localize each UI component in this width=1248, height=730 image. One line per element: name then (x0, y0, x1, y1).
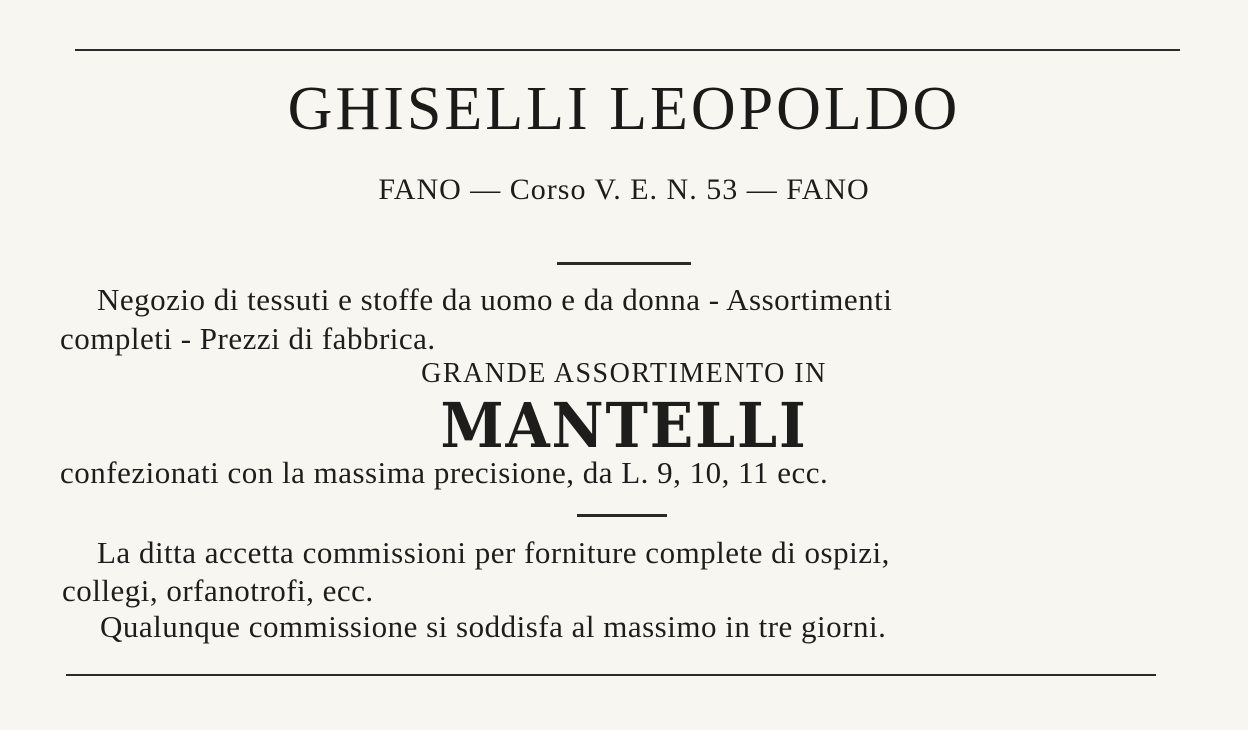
feature-headline: MANTELLI (440, 389, 808, 462)
closing-line-1: La ditta accetta commissioni per forniture complete di ospizi, (97, 535, 890, 570)
advert-title: GHISELLI LEOPOLDO (287, 75, 961, 143)
intro-line-1: Negozio di tessuti e stoffe da uomo e da donna - Assortimenti (97, 282, 893, 317)
feature-subheading: GRANDE ASSORTIMENTO IN (421, 358, 827, 389)
separator-dash (557, 262, 691, 265)
address-line: FANO — Corso V. E. N. 53 — FANO (378, 173, 870, 206)
intro-line-2: completi - Prezzi di fabbrica. (60, 321, 436, 356)
bottom-rule (66, 674, 1156, 676)
separator-dash-small (577, 514, 667, 517)
top-rule (75, 49, 1180, 51)
closing-line-3: Qualunque commissione si soddisfa al massimo in tre giorni. (100, 609, 887, 644)
closing-line-2: collegi, orfanotrofi, ecc. (62, 573, 374, 608)
feature-detail: confezionati con la massima precisione, da L. 9, 10, 11 ecc. (60, 455, 829, 490)
